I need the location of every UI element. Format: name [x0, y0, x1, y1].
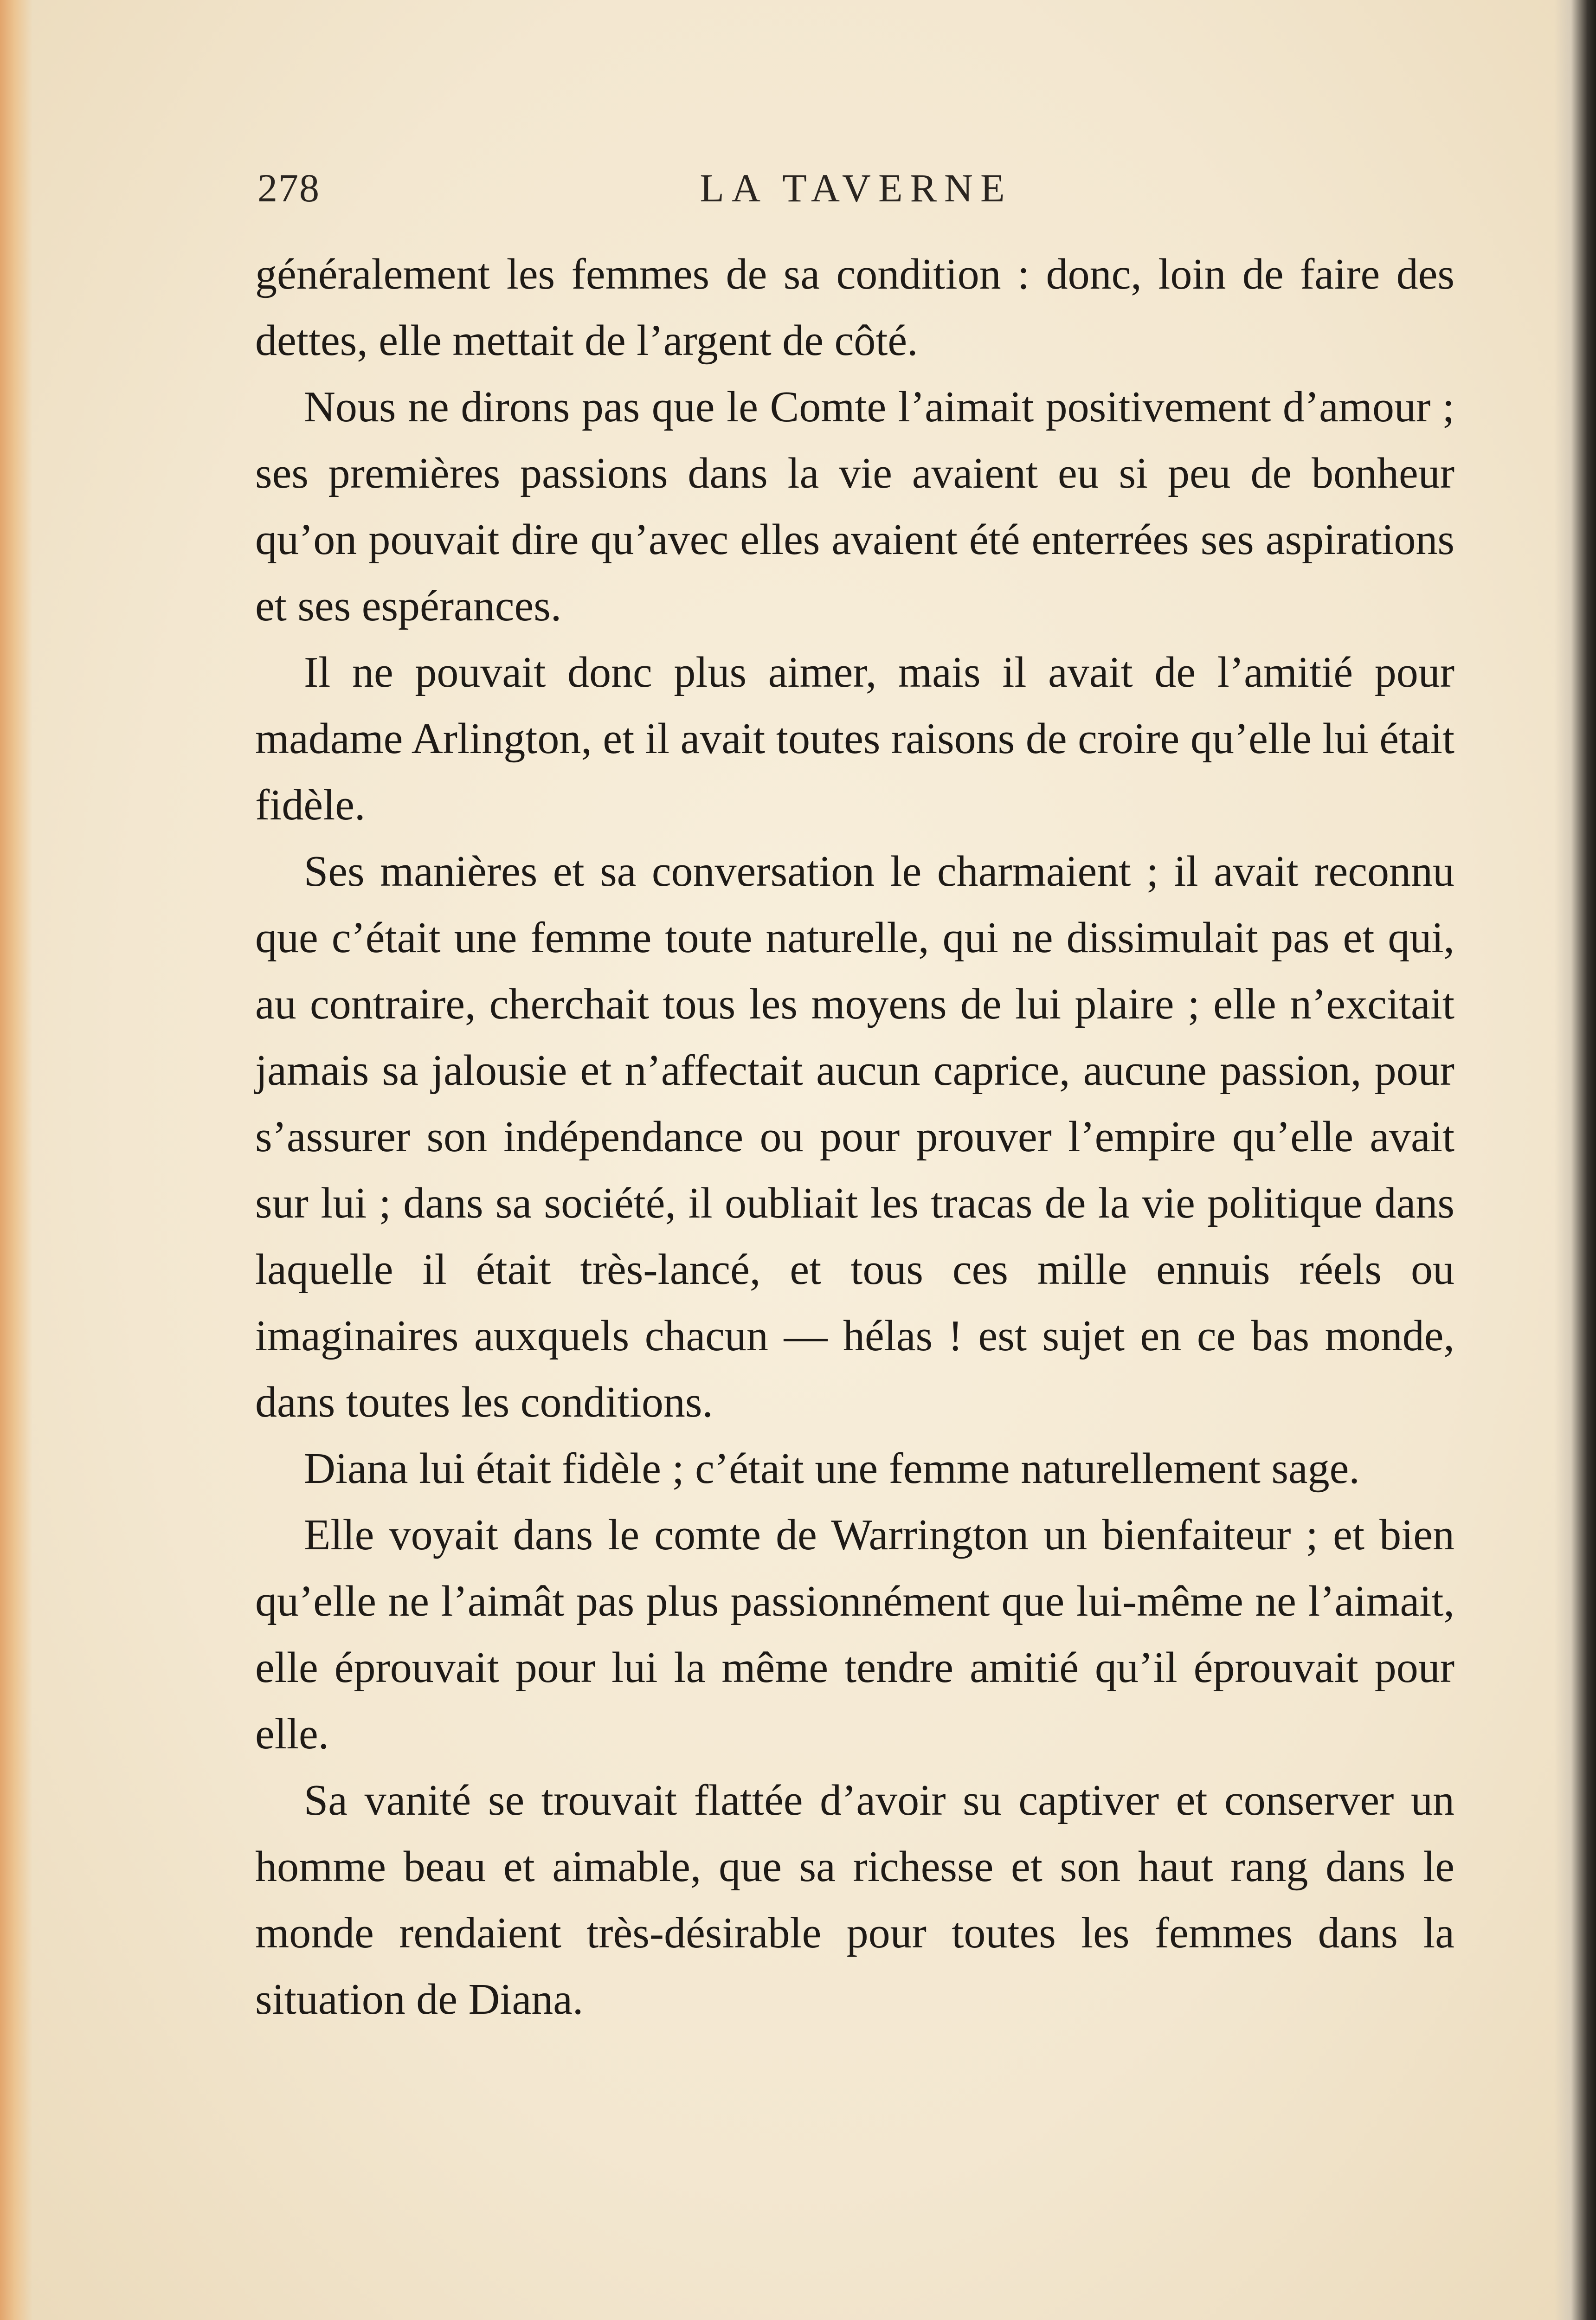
paragraph: Nous ne dirons pas que le Comte l’aimait positivement d’amour ; ses premières passions dans la vie avaient eu si peu de bonheur qu’on pouvait dire qu’avec elles avaient été enterrées ses aspirations et ses espérances. [255, 383, 1454, 630]
paragraph: Ses manières et sa conversation le charmaient ; il avait reconnu que c’était une femme toute naturelle, qui ne dissimulait pas et qui, au contraire, cherchait tous les moyens de lui plaire ; elle n’excitait jamais sa jalousie et n’affectait aucun caprice, aucune passion, pour s’assurer son indépendance ou pour prouver l’empire qu’elle avait sur lui ; dans sa société, il oubliait les tracas de la vie politique dans laquelle il était très-lancé, et tous ces mille ennuis réels ou imaginaires auxquels chacun — hélas ! est sujet en ce bas monde, dans toutes les conditions. [255, 847, 1454, 1426]
page-number: 278 [257, 166, 320, 210]
page-header [257, 165, 1454, 220]
paragraph: Elle voyait dans le comte de Warrington un bienfaiteur ; et bien qu’elle ne l’aimât pas plus passionnément que lui-même ne l’aimait, elle éprouvait pour lui la même tendre amitié qu’il éprouvait pour elle. [255, 1511, 1454, 1758]
page-right-edge [1554, 0, 1596, 2320]
paragraph: Il ne pouvait donc plus aimer, mais il avait de l’amitié pour madame Arlington, et il avait toutes raisons de croire qu’elle lui était fidèle. [255, 648, 1454, 829]
paragraph: généralement les femmes de sa condition : donc, loin de faire des dettes, elle mettait de l’argent de côté. [255, 250, 1454, 365]
paragraph: Diana lui était fidèle ; c’était une femme naturellement sage. [304, 1444, 1360, 1493]
page-left-edge [0, 0, 32, 2320]
body-text [255, 241, 1454, 2033]
paragraph: Sa vanité se trouvait flattée d’avoir su captiver et conserver un homme beau et aimable, que sa richesse et son haut rang dans le monde rendaient très-désirable pour toutes les femmes dans la situation de Diana. [255, 1776, 1454, 2024]
running-title: LA TAVERNE [700, 166, 1012, 210]
